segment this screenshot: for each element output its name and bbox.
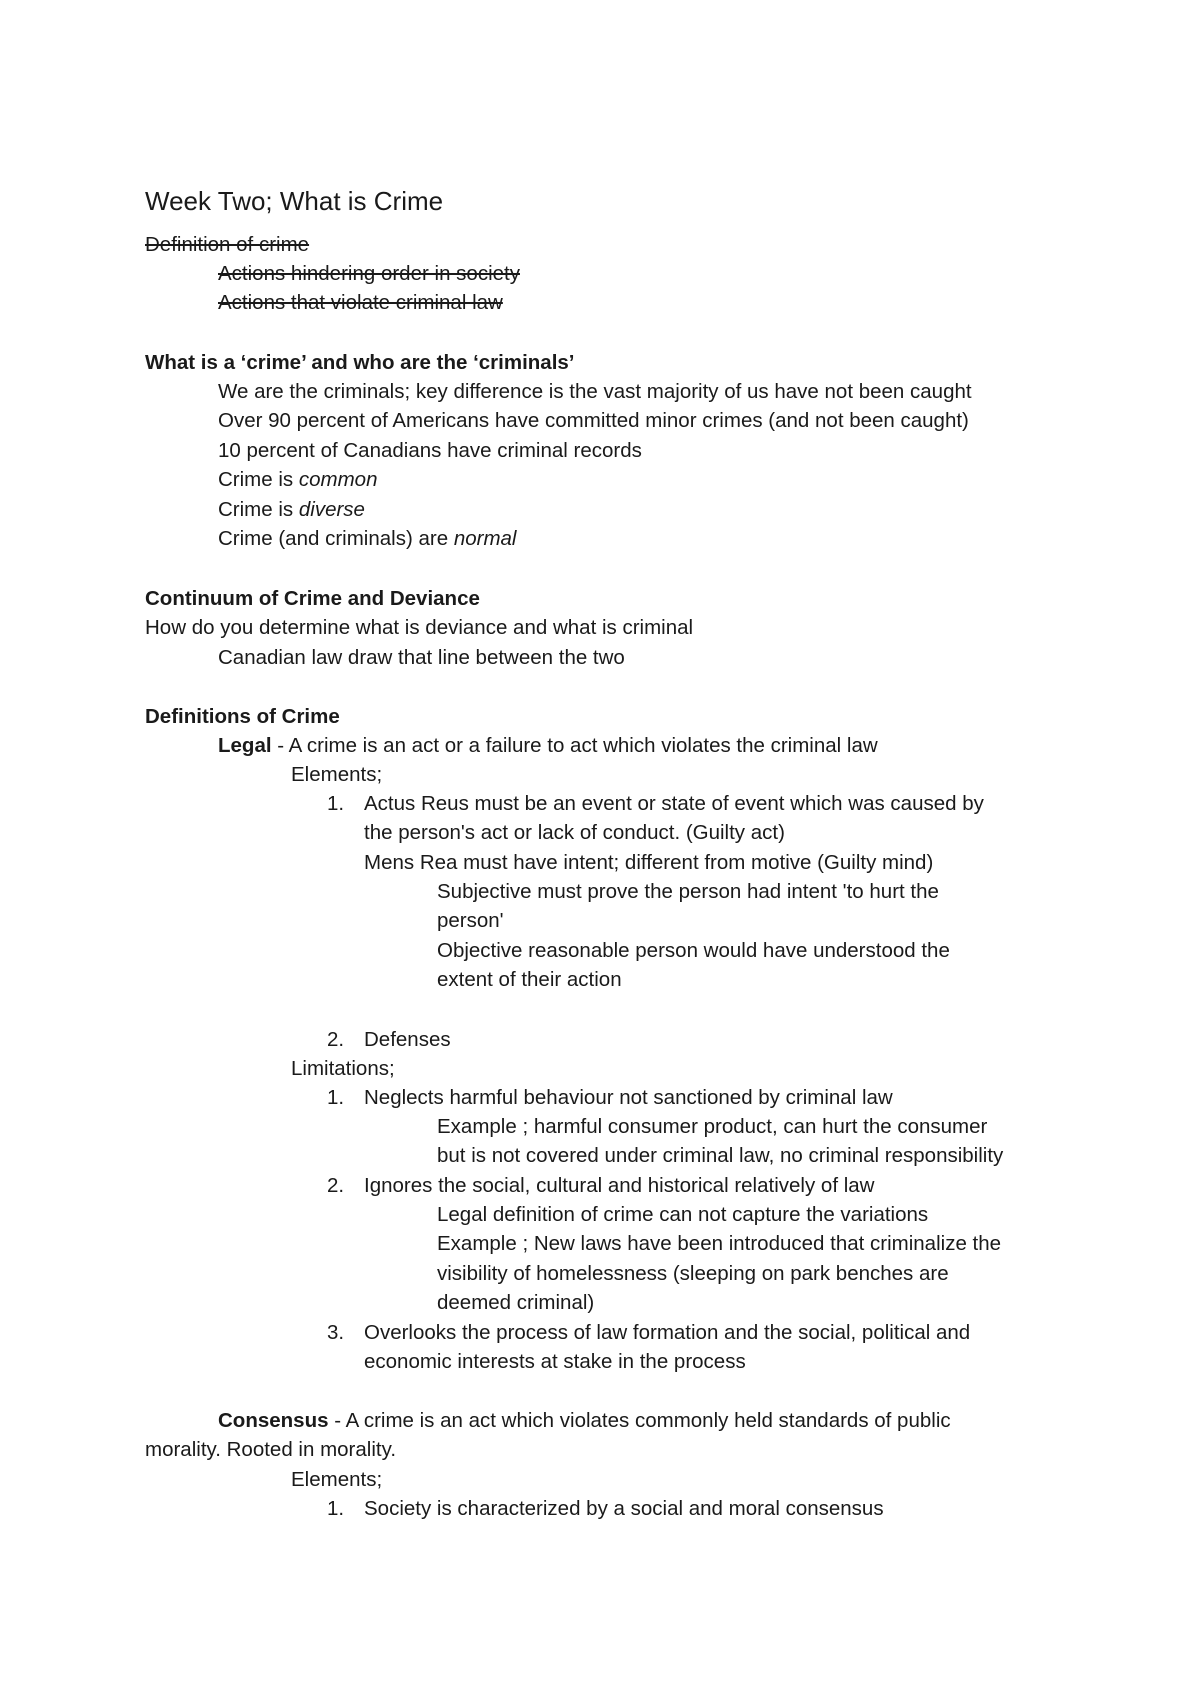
- sub-line: Subjective must prove the person had intent 'to hurt the: [437, 880, 939, 903]
- sub-line: deemed criminal): [437, 1291, 595, 1314]
- elements-label: Elements;: [291, 1468, 383, 1491]
- struck-item-1: Actions hindering order in society: [218, 262, 520, 285]
- list-line-crime-normal: [218, 524, 516, 553]
- struck-item-2: Actions that violate criminal law: [218, 291, 503, 314]
- sub-line: Example ; harmful consumer product, can hurt the consumer: [437, 1115, 988, 1138]
- section-heading-continuum: Continuum of Crime and Deviance: [145, 587, 480, 610]
- consensus-label: Consensus: [218, 1409, 329, 1432]
- consensus-text: - A crime is an act which violates commonly held standards of public: [328, 1409, 951, 1432]
- sub-line: but is not covered under criminal law, no criminal responsibility: [437, 1144, 1004, 1167]
- sub-line: Legal definition of crime can not capture the variations: [437, 1203, 929, 1226]
- list-line: economic interests at stake in the process: [364, 1350, 746, 1373]
- emphasis-word: common: [298, 468, 378, 491]
- sub-line: person': [437, 909, 504, 932]
- list-line: Mens Rea must have intent; different from motive (Guilty mind): [364, 851, 934, 874]
- list-line: Actus Reus must be an event or state of event which was caused by: [364, 792, 984, 815]
- section-heading-definitions: Definitions of Crime: [145, 705, 340, 728]
- paragraph-line: morality. Rooted in morality.: [145, 1438, 397, 1461]
- list-line: We are the criminals; key difference is the vast majority of us have not been caught: [218, 380, 972, 403]
- list-line: Neglects harmful behaviour not sanctioned by criminal law: [364, 1086, 893, 1109]
- paragraph-line: How do you determine what is deviance and what is criminal: [145, 616, 694, 639]
- legal-label: Legal: [218, 734, 272, 757]
- list-number: 1.: [327, 1497, 345, 1520]
- list-line-crime-common: [218, 465, 377, 494]
- emphasis-word: diverse: [298, 498, 365, 521]
- list-number: 2.: [327, 1028, 345, 1051]
- elements-label: Elements;: [291, 763, 383, 786]
- list-number: 2.: [327, 1174, 345, 1197]
- sub-line: Example ; New laws have been introduced that criminalize the: [437, 1232, 1002, 1255]
- sub-line: extent of their action: [437, 968, 622, 991]
- legal-definition: [218, 731, 878, 760]
- legal-text: - A crime is an act or a failure to act which violates the criminal law: [271, 734, 878, 757]
- section-heading-what-is-crime: What is a ‘crime’ and who are the ‘criminals’: [145, 351, 575, 374]
- list-number: 1.: [327, 1086, 345, 1109]
- emphasis-word: normal: [453, 527, 517, 550]
- line-prefix: Crime (and criminals) are: [218, 527, 454, 550]
- list-number: 3.: [327, 1321, 345, 1344]
- list-line: the person's act or lack of conduct. (Guilty act): [364, 821, 785, 844]
- page-title: Week Two; What is Crime: [145, 186, 444, 216]
- line-prefix: Crime is: [218, 468, 299, 491]
- sub-line: visibility of homelessness (sleeping on park benches are: [437, 1262, 949, 1285]
- list-line: Defenses: [364, 1028, 451, 1051]
- list-line: Society is characterized by a social and moral consensus: [364, 1497, 884, 1520]
- definition-of-crime-heading: Definition of crime: [145, 233, 310, 256]
- list-number: 1.: [327, 792, 345, 815]
- consensus-definition: [218, 1406, 951, 1435]
- limitations-label: Limitations;: [291, 1057, 395, 1080]
- sub-line: Objective reasonable person would have understood the: [437, 939, 950, 962]
- list-line: Overlooks the process of law formation and the social, political and: [364, 1321, 971, 1344]
- line-prefix: Crime is: [218, 498, 299, 521]
- paragraph-line: Canadian law draw that line between the two: [218, 646, 625, 669]
- list-line-crime-diverse: [218, 495, 365, 524]
- list-line: Ignores the social, cultural and historical relatively of law: [364, 1174, 875, 1197]
- list-line: 10 percent of Canadians have criminal records: [218, 439, 642, 462]
- list-line: Over 90 percent of Americans have committed minor crimes (and not been caught): [218, 409, 969, 432]
